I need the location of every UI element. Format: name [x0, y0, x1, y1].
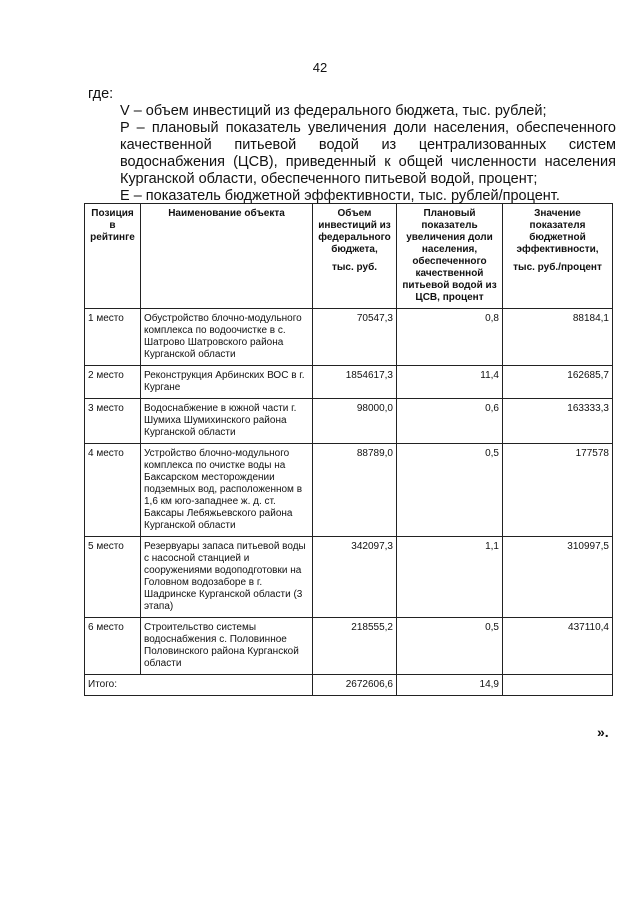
header-position: Позиция в рейтинге [85, 204, 141, 309]
header-efficiency [503, 204, 613, 309]
table-row [85, 444, 613, 537]
cell-name: Строительство системы водоснабжения с. Половинное Половинского района Курганской области [141, 618, 313, 675]
header-efficiency-unit: тыс. руб./процент [513, 262, 602, 273]
header-efficiency-label: Значение показателя бюджетной эффективности, [516, 208, 599, 255]
closing-quote-mark: ». [597, 724, 609, 740]
cell-efficiency: 177578 [503, 444, 613, 537]
cell-position: 1 место [85, 309, 141, 366]
cell-name: Устройство блочно-модульного комплекса по очистке воды на Баксарском месторождении подземных вод, расположенном в 1,6 км юго-западнее ж. д. ст. Баксары Лебяжьевского района Курганской области [141, 444, 313, 537]
cell-efficiency: 163333,3 [503, 399, 613, 444]
total-investment: 2672606,6 [313, 675, 397, 696]
total-label: Итого: [85, 675, 313, 696]
cell-name: Реконструкция Арбинских ВОС в г. Кургане [141, 366, 313, 399]
table-row [85, 366, 613, 399]
cell-position: 3 место [85, 399, 141, 444]
cell-efficiency: 310997,5 [503, 537, 613, 618]
table-row [85, 537, 613, 618]
total-efficiency [503, 675, 613, 696]
definition-p: P – плановый показатель увеличения доли населения, обеспеченного качественной питьевой водой из централизованных систем водоснабжения (ЦСВ), приведенный к общей численности населения Курганской области, обеспеченного питьевой водой, процент; [120, 120, 616, 187]
table-row [85, 399, 613, 444]
cell-investment: 218555,2 [313, 618, 397, 675]
header-investment-label: Объем инвестиций из федерального бюджета, [318, 208, 391, 255]
cell-planned: 0,6 [397, 399, 503, 444]
definition-e: E – показатель бюджетной эффективности, тыс. рублей/процент. [120, 188, 560, 204]
cell-planned: 0,5 [397, 618, 503, 675]
cell-efficiency: 88184,1 [503, 309, 613, 366]
definition-intro: где: [88, 86, 114, 102]
header-name: Наименование объекта [141, 204, 313, 309]
cell-efficiency: 437110,4 [503, 618, 613, 675]
definitions [88, 86, 616, 205]
cell-investment: 342097,3 [313, 537, 397, 618]
table-total-row [85, 675, 613, 696]
cell-name: Резервуары запаса питьевой воды с насосной станцией и сооружениями водоподготовки на Головном водозаборе в г. Шадринске Курганской области (3 этапа) [141, 537, 313, 618]
cell-position: 4 место [85, 444, 141, 537]
table-row [85, 309, 613, 366]
table-row [85, 618, 613, 675]
rating-table [84, 203, 613, 696]
cell-investment: 88789,0 [313, 444, 397, 537]
definition-v: V – объем инвестиций из федерального бюджета, тыс. рублей; [120, 103, 547, 119]
header-investment [313, 204, 397, 309]
cell-position: 6 место [85, 618, 141, 675]
cell-planned: 11,4 [397, 366, 503, 399]
cell-investment: 98000,0 [313, 399, 397, 444]
header-planned: Плановый показатель увеличения доли населения, обеспеченного качественной питьевой водой из ЦСВ, процент [397, 204, 503, 309]
cell-name: Обустройство блочно-модульного комплекса по водоочистке в с. Шатрово Шатровского района Курганской области [141, 309, 313, 366]
cell-position: 5 место [85, 537, 141, 618]
cell-planned: 1,1 [397, 537, 503, 618]
cell-planned: 0,5 [397, 444, 503, 537]
cell-planned: 0,8 [397, 309, 503, 366]
page-number: 42 [312, 60, 328, 75]
cell-position: 2 место [85, 366, 141, 399]
cell-name: Водоснабжение в южной части г. Шумиха Шумихинского района Курганской области [141, 399, 313, 444]
total-planned: 14,9 [397, 675, 503, 696]
cell-investment: 70547,3 [313, 309, 397, 366]
cell-efficiency: 162685,7 [503, 366, 613, 399]
cell-investment: 1854617,3 [313, 366, 397, 399]
table-header-row [85, 204, 613, 309]
header-investment-unit: тыс. руб. [331, 262, 378, 273]
